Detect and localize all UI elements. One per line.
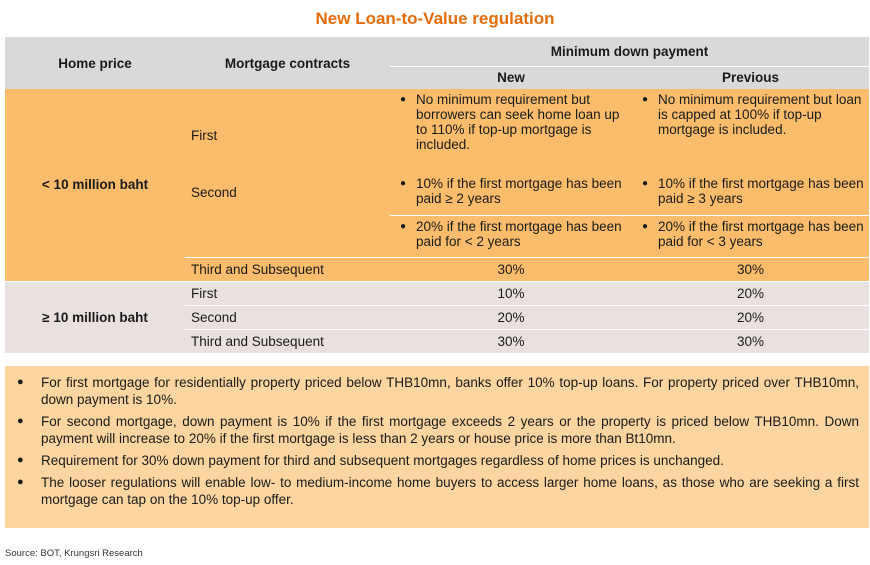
note-item [15, 374, 859, 408]
note-text: The looser regulations will enable low- to medium-income home buyers to access larger home loans, as those who are seeking a first mortgage can tap on the 10% top-up offer. [41, 475, 859, 507]
note-item [15, 452, 859, 469]
bullet-icon: ● [400, 94, 407, 105]
list-item [632, 216, 869, 252]
notes-box [5, 366, 869, 528]
header-home-price: Home price [58, 55, 132, 71]
bullet-icon: ● [17, 476, 24, 488]
new-value: 10% [390, 281, 632, 305]
bullet-icon: ● [17, 454, 24, 466]
list-item [390, 173, 632, 209]
table-row [5, 89, 869, 173]
new-requirement-text: 20% if the first mortgage has been paid for < 2 years [416, 218, 622, 249]
header-previous: Previous [632, 66, 869, 89]
new-value: 30% [390, 329, 632, 353]
note-item [15, 413, 859, 447]
list-item [632, 173, 869, 209]
list-item [390, 216, 632, 252]
note-text: For second mortgage, down payment is 10% if the first mortgage exceeds 2 years or the property is priced below THB10mn. Down payment will increase to 20% if the first mortgage is less than 2 years or house price is more than Bt10mn. [41, 414, 859, 446]
previous-requirement-text: No minimum requirement but loan is capped at 100% if top-up mortgage is included. [658, 92, 862, 137]
source-note: Source: BOT, Krungsri Research [5, 548, 143, 559]
bullet-icon: ● [400, 178, 407, 189]
group-label-above-10m: ≥ 10 million baht [5, 281, 185, 353]
page-title: New Loan-to-Value regulation [315, 9, 555, 28]
new-value: 20% [390, 305, 632, 329]
contract-label: Second [191, 185, 237, 200]
contract-label: Second [185, 305, 390, 329]
note-item [15, 474, 859, 508]
contract-label: First [185, 281, 390, 305]
previous-value: 30% [632, 257, 869, 281]
bullet-icon: ● [17, 376, 24, 388]
previous-requirement-text: 10% if the first mortgage has been paid ≥ 3 years [658, 176, 864, 206]
note-text: For first mortgage for residentially property priced below THB10mn, banks offer 10% top-up loans. For property priced over THB10mn, down payment is 10%. [41, 375, 859, 407]
header-minimum-down-payment: Minimum down payment [550, 43, 709, 59]
note-text: Requirement for 30% down payment for third and subsequent mortgages regardless of home prices is unchanged. [41, 453, 724, 468]
header-mortgage-contracts: Mortgage contracts [224, 55, 351, 71]
header-new: New [390, 66, 632, 89]
list-item [390, 89, 632, 155]
new-requirement-text: No minimum requirement but borrowers can seek home loan up to 110% if top-up mortgage is included. [416, 92, 620, 152]
list-item [632, 89, 869, 140]
previous-requirement-text: 20% if the first mortgage has been paid for < 3 years [658, 218, 864, 249]
header-row [5, 37, 869, 66]
previous-value: 30% [632, 329, 869, 353]
bullet-icon: ● [400, 220, 407, 232]
bullet-icon: ● [642, 220, 649, 232]
group-label-below-10m: < 10 million baht [41, 177, 149, 193]
contract-label: First [191, 127, 218, 143]
contract-label: Third and Subsequent [185, 329, 390, 353]
ltv-table [5, 37, 869, 353]
table-row [5, 281, 869, 305]
contract-label: Third and Subsequent [185, 257, 390, 281]
bullet-icon: ● [642, 94, 649, 105]
bullet-icon: ● [642, 178, 649, 189]
new-requirement-text: 10% if the first mortgage has been paid ≥ 2 years [416, 176, 622, 206]
new-value: 30% [390, 257, 632, 281]
bullet-icon: ● [17, 415, 24, 427]
previous-value: 20% [632, 281, 869, 305]
previous-value: 20% [632, 305, 869, 329]
